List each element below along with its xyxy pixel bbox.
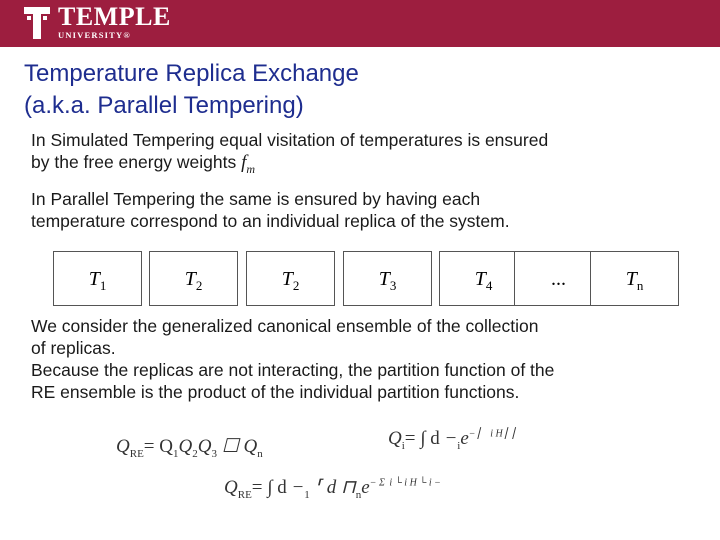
- replica-label: $T_4$: [474, 268, 493, 293]
- equation-q-i: $Q_i=$ ∫ $d -_ie^{- ▏ i H ▏▏}$: [388, 428, 521, 452]
- title-line-2: (a.k.a. Parallel Tempering): [24, 92, 304, 119]
- replica-label: $T_n$: [625, 268, 644, 293]
- replica-label: $T_2$: [184, 268, 203, 293]
- replica-box: [246, 251, 335, 306]
- equation-q-re-product: $Q_{RE}= Q_1Q_2Q_3$ ☐ $Q_n$: [116, 436, 263, 460]
- weight-variable: $f_m$: [241, 152, 256, 176]
- equation-q-re-integral: $Q_{RE}=$ ∫ $d -_1$ ⸢ d $⊓_ne^{- \Sigma i └ i H └ i -}$: [224, 477, 441, 501]
- para2-line-2: temperature correspond to an individual replica of the system.: [31, 211, 510, 231]
- temple-t-icon: [24, 7, 50, 39]
- paragraph-ensemble: [31, 315, 554, 403]
- replica-label: $T_2$: [281, 268, 300, 293]
- slide-title: [24, 58, 359, 122]
- replica-box: [149, 251, 238, 306]
- logo-subtitle: UNIVERSITY®: [58, 30, 131, 40]
- para3-line-1: We consider the generalized canonical ensemble of the collection: [31, 316, 539, 336]
- para3-line-2: of replicas.: [31, 338, 116, 358]
- para2-line-1: In Parallel Tempering the same is ensured by having each: [31, 189, 481, 209]
- replica-box: [590, 251, 679, 306]
- para1-line-1: In Simulated Tempering equal visitation of temperatures is ensured: [31, 130, 549, 150]
- paragraph-parallel-tempering: [31, 188, 510, 232]
- para3-line-3: Because the replicas are not interacting, the partition function of the: [31, 360, 555, 380]
- logo-wordmark: TEMPLE: [58, 2, 171, 31]
- replica-box: [343, 251, 432, 306]
- para1-line-2: [31, 151, 548, 180]
- header-bar: [0, 0, 720, 47]
- replica-label: $T_3$: [378, 268, 397, 293]
- replica-box: [53, 251, 142, 306]
- replica-label: ...: [551, 268, 566, 290]
- para3-line-4: RE ensemble is the product of the individual partition functions.: [31, 382, 520, 402]
- paragraph-simulated-tempering: [31, 129, 548, 180]
- title-line-1: Temperature Replica Exchange: [24, 60, 359, 87]
- para1-line-2-text: by the free energy weights: [31, 152, 242, 172]
- replica-label: $T_1$: [88, 268, 107, 293]
